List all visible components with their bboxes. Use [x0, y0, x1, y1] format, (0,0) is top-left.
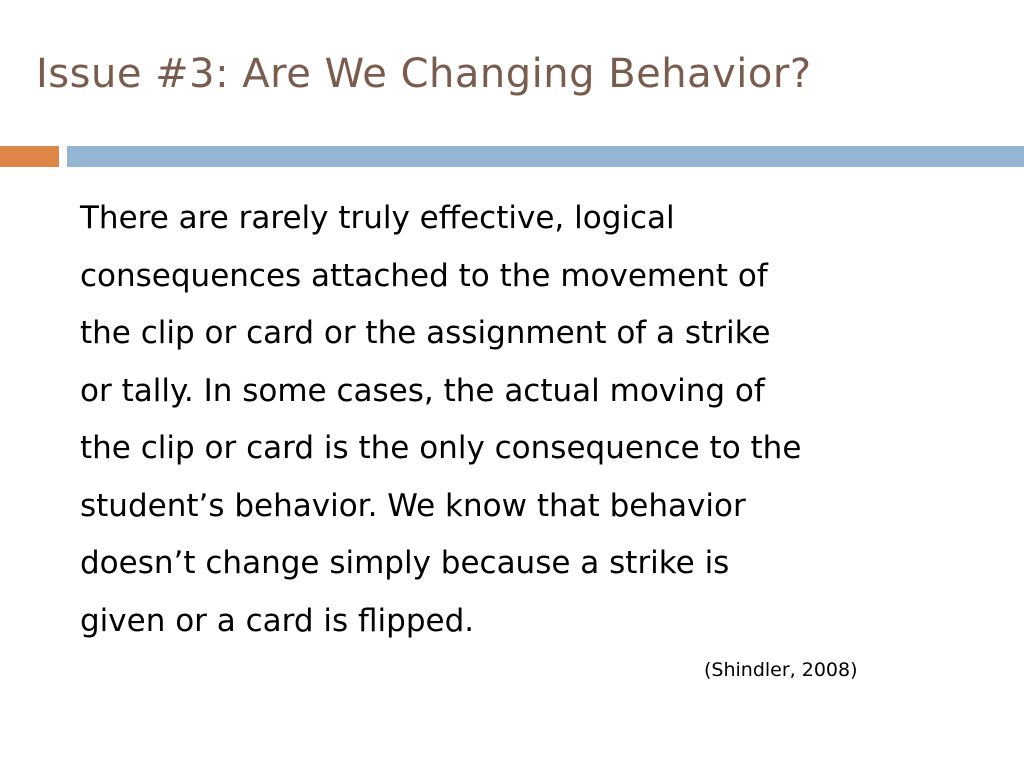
slide-title: Issue #3: Are We Changing Behavior? [36, 51, 812, 97]
accent-bar-blue [67, 146, 1024, 167]
slide-body-text: There are rarely truly effective, logical consequences attached to the movement of the clip or card or the assignment of a strike or tally. In some cases, the actual moving of the clip or card is the only consequence to the student’s behavior. We know that behavior doesn’t change simply because a strike is given or a card is flipped. [80, 200, 802, 639]
accent-bar-orange [0, 146, 59, 167]
citation: (Shindler, 2008) [704, 659, 858, 681]
